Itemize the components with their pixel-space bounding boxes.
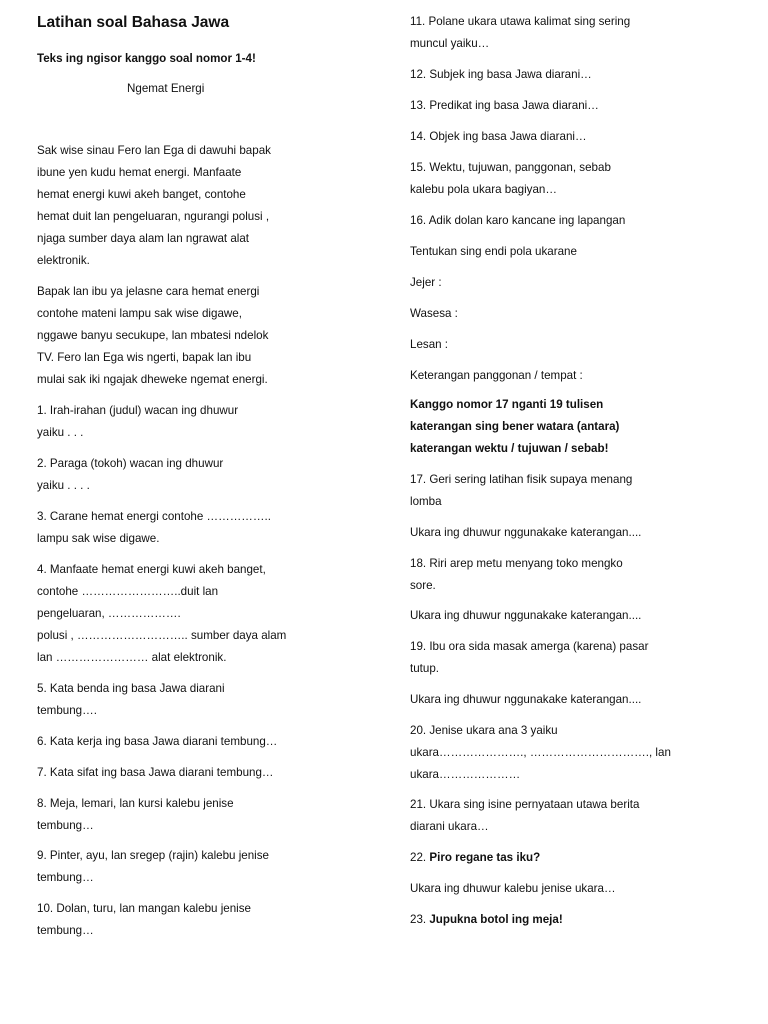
question-14: 14. Objek ing basa Jawa diarani…	[410, 130, 587, 143]
question-9: 9. Pinter, ayu, lan sregep (rajin) kalebu jenise tembung…	[37, 849, 270, 884]
document-title: Latihan soal Bahasa Jawa	[37, 14, 230, 31]
lesan-label: Lesan :	[410, 338, 449, 351]
question-13: 13. Predikat ing basa Jawa diarani…	[410, 99, 599, 112]
question-5: 5. Kata benda ing basa Jawa diarani tembung….	[37, 682, 225, 717]
question-17-answer: Ukara ing dhuwur nggunakake katerangan....	[410, 526, 642, 539]
question-22-text: Piro regane tas iku?	[429, 851, 541, 864]
question-23	[410, 909, 563, 931]
question-19-answer: Ukara ing dhuwur nggunakake katerangan....	[410, 693, 642, 706]
question-6: 6. Kata kerja ing basa Jawa diarani tembung…	[37, 735, 278, 748]
question-7: 7. Kata sifat ing basa Jawa diarani tembung…	[37, 766, 274, 779]
question-20: 20. Jenise ukara ana 3 yaiku ukara…………………., …………………………., lan ukara…………………	[410, 724, 671, 781]
question-22	[410, 847, 540, 869]
question-23-number: 23.	[410, 913, 427, 926]
question-19: 19. Ibu ora sida masak amerga (karena) pasar tutup.	[410, 640, 649, 675]
question-22-number: 22.	[410, 851, 427, 864]
question-16: 16. Adik dolan karo kancane ing lapangan	[410, 214, 626, 227]
question-21: 21. Ukara sing isine pernyataan utawa berita diarani ukara…	[410, 798, 640, 833]
jejer-label: Jejer :	[410, 276, 442, 289]
paragraph-1: Sak wise sinau Fero lan Ega di dawuhi bapak ibune yen kudu hemat energi. Manfaate hemat energi kuwi akeh banget, contohe hemat duit lan pengeluaran, ngurangi polusi , njaga sumber daya alam lan ngrawat alat elektronik.	[37, 144, 271, 267]
paragraph-2: Bapak lan ibu ya jelasne cara hemat energi contohe mateni lampu sak wise digawe, nggawe banyu secukupe, lan mbatesi ndelok TV. Fero lan Ega wis ngerti, bapak lan ibu mulai sak iki ngajak dheweke ngemat energi.	[37, 285, 269, 386]
keterangan-label: Keterangan panggonan / tempat :	[410, 369, 583, 382]
question-2: 2. Paraga (tokoh) wacan ing dhuwur yaiku . . . .	[37, 457, 224, 492]
story-title: Ngemat Energi	[127, 82, 205, 95]
question-1: 1. Irah-irahan (judul) wacan ing dhuwur yaiku . . .	[37, 404, 239, 439]
question-23-text: Jupukna botol ing meja!	[429, 913, 563, 926]
question-18-answer: Ukara ing dhuwur nggunakake katerangan....	[410, 609, 642, 622]
question-18: 18. Riri arep metu menyang toko mengko sore.	[410, 557, 623, 592]
question-16-task: Tentukan sing endi pola ukarane	[410, 245, 577, 258]
question-3: 3. Carane hemat energi contohe …………….. lampu sak wise digawe.	[37, 510, 271, 545]
question-4: 4. Manfaate hemat energi kuwi akeh banget, contohe ……………………..duit lan pengeluaran, ………………. polusi , ……………………….. sumber daya alam lan …………………… alat elektronik.	[37, 563, 287, 664]
question-10: 10. Dolan, turu, lan mangan kalebu jenise tembung…	[37, 902, 251, 937]
question-15: 15. Wektu, tujuwan, panggonan, sebab kalebu pola ukara bagiyan…	[410, 161, 611, 196]
instruction-17-19: Kanggo nomor 17 nganti 19 tulisen katerangan sing bener watara (antara) katerangan wektu / tujuwan / sebab!	[410, 398, 620, 455]
question-8: 8. Meja, lemari, lan kursi kalebu jenise tembung…	[37, 797, 234, 832]
question-12: 12. Subjek ing basa Jawa diarani…	[410, 68, 592, 81]
instruction: Teks ing ngisor kanggo soal nomor 1-4!	[37, 52, 256, 65]
question-22-answer: Ukara ing dhuwur kalebu jenise ukara…	[410, 882, 616, 895]
question-11: 11. Polane ukara utawa kalimat sing sering muncul yaiku…	[410, 15, 631, 50]
wasesa-label: Wasesa :	[410, 307, 458, 320]
question-17: 17. Geri sering latihan fisik supaya menang lomba	[410, 473, 633, 508]
